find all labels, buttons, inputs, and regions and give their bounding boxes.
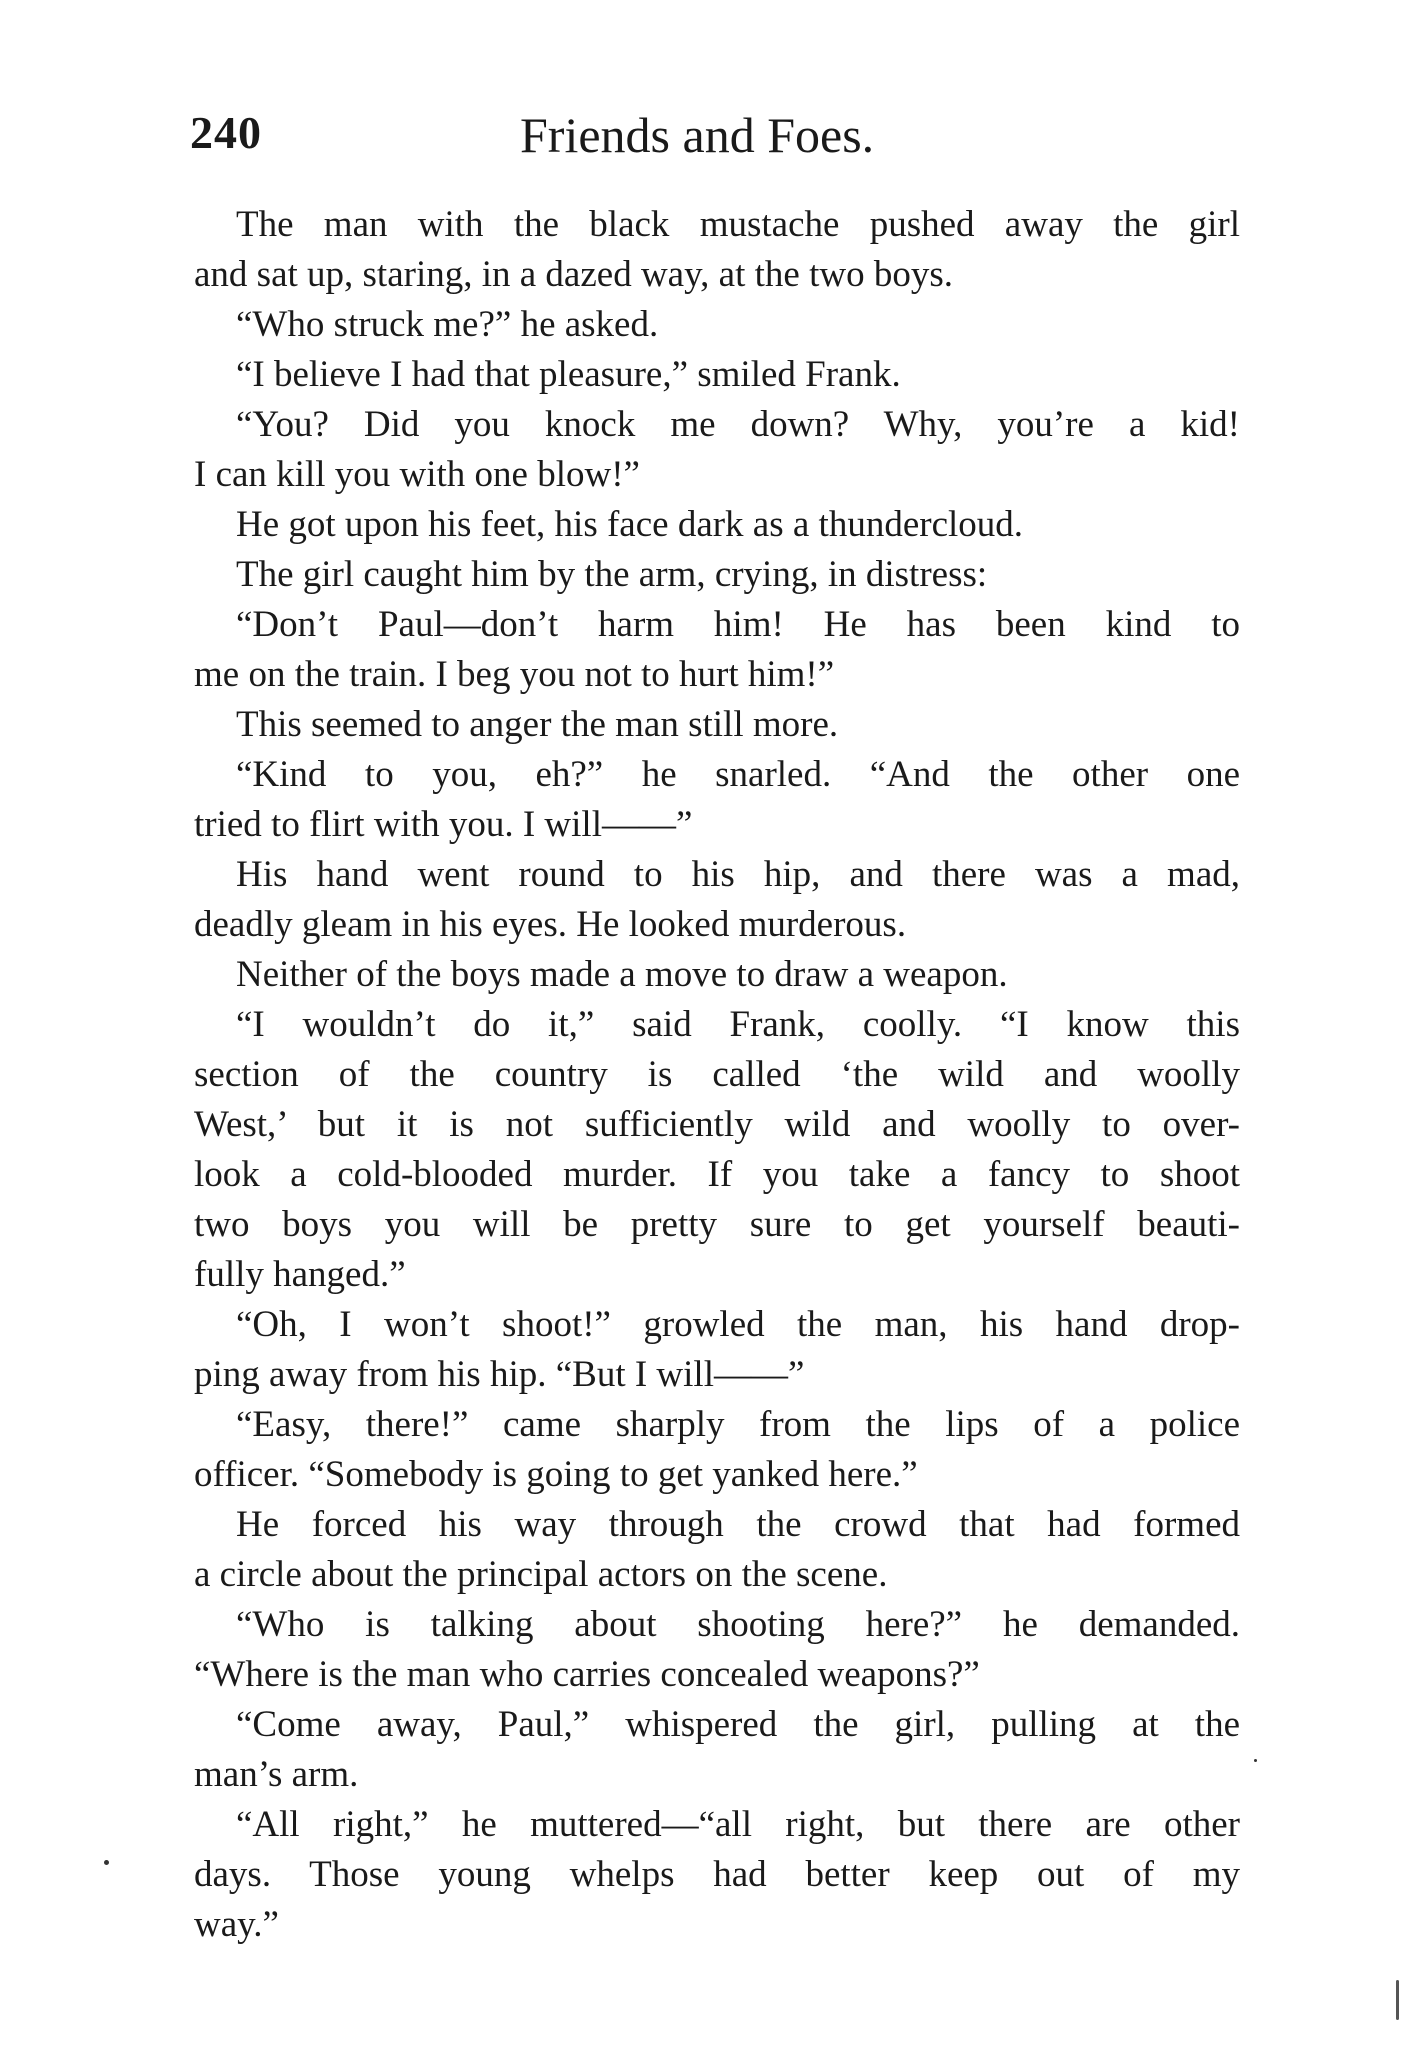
text-line: “You? Did you knock me down? Why, you’re a kid! <box>236 404 1240 445</box>
text-line: “Don’t Paul—don’t harm him! He has been kind to <box>236 604 1240 645</box>
text-line: tried to flirt with you. I will——” <box>194 804 693 845</box>
text-line: “Easy, there!” came sharply from the lips of a police <box>236 1404 1240 1445</box>
text-line: ping away from his hip. “But I will——” <box>194 1354 805 1395</box>
scan-speck <box>104 1860 109 1865</box>
text-line: The man with the black mustache pushed away the girl <box>236 204 1240 245</box>
text-line: fully hanged.” <box>194 1254 406 1295</box>
text-line: deadly gleam in his eyes. He looked murderous. <box>194 904 907 945</box>
text-line: section of the country is called ‘the wild and woolly <box>194 1054 1240 1095</box>
text-line: two boys you will be pretty sure to get yourself beauti- <box>194 1204 1240 1245</box>
text-line: days. Those young whelps had better keep out of my <box>194 1854 1240 1895</box>
text-line: a circle about the principal actors on the scene. <box>194 1554 888 1595</box>
text-line: look a cold-blooded murder. If you take a fancy to shoot <box>194 1154 1240 1195</box>
running-title: Friends and Foes. <box>520 107 875 163</box>
text-line: “Who is talking about shooting here?” he demanded. <box>236 1604 1240 1645</box>
page-number: 240 <box>190 107 262 158</box>
text-line: “All right,” he muttered—“all right, but there are other <box>236 1804 1240 1845</box>
text-line: me on the train. I beg you not to hurt him!” <box>194 654 835 695</box>
scan-speck <box>1396 1980 1399 2020</box>
text-line: way.” <box>194 1904 279 1945</box>
text-line: “Where is the man who carries concealed weapons?” <box>194 1654 980 1695</box>
text-line: man’s arm. <box>194 1754 359 1795</box>
text-line: West,’ but it is not sufficiently wild and woolly to over- <box>194 1104 1240 1145</box>
scan-speck <box>1254 1759 1257 1762</box>
text-line: This seemed to anger the man still more. <box>236 704 839 745</box>
text-line: He got upon his feet, his face dark as a thundercloud. <box>236 504 1024 545</box>
text-line: “I wouldn’t do it,” said Frank, coolly. “I know this <box>236 1004 1240 1045</box>
text-line: officer. “Somebody is going to get yanked here.” <box>194 1454 918 1495</box>
text-line: and sat up, staring, in a dazed way, at the two boys. <box>194 254 953 295</box>
text-line: The girl caught him by the arm, crying, in distress: <box>236 554 988 595</box>
text-line: “Oh, I won’t shoot!” growled the man, his hand drop- <box>236 1304 1240 1345</box>
body-text <box>194 200 1240 1950</box>
text-line: “I believe I had that pleasure,” smiled Frank. <box>236 354 901 395</box>
text-line: He forced his way through the crowd that had formed <box>236 1504 1240 1545</box>
page-header <box>190 106 1240 176</box>
text-line: “Kind to you, eh?” he snarled. “And the other one <box>236 754 1240 795</box>
text-line: “Who struck me?” he asked. <box>236 304 659 345</box>
text-line: His hand went round to his hip, and there was a mad, <box>236 854 1240 895</box>
text-line: Neither of the boys made a move to draw a weapon. <box>236 954 1008 995</box>
text-line: “Come away, Paul,” whispered the girl, pulling at the <box>236 1704 1240 1745</box>
text-line: I can kill you with one blow!” <box>194 454 640 495</box>
